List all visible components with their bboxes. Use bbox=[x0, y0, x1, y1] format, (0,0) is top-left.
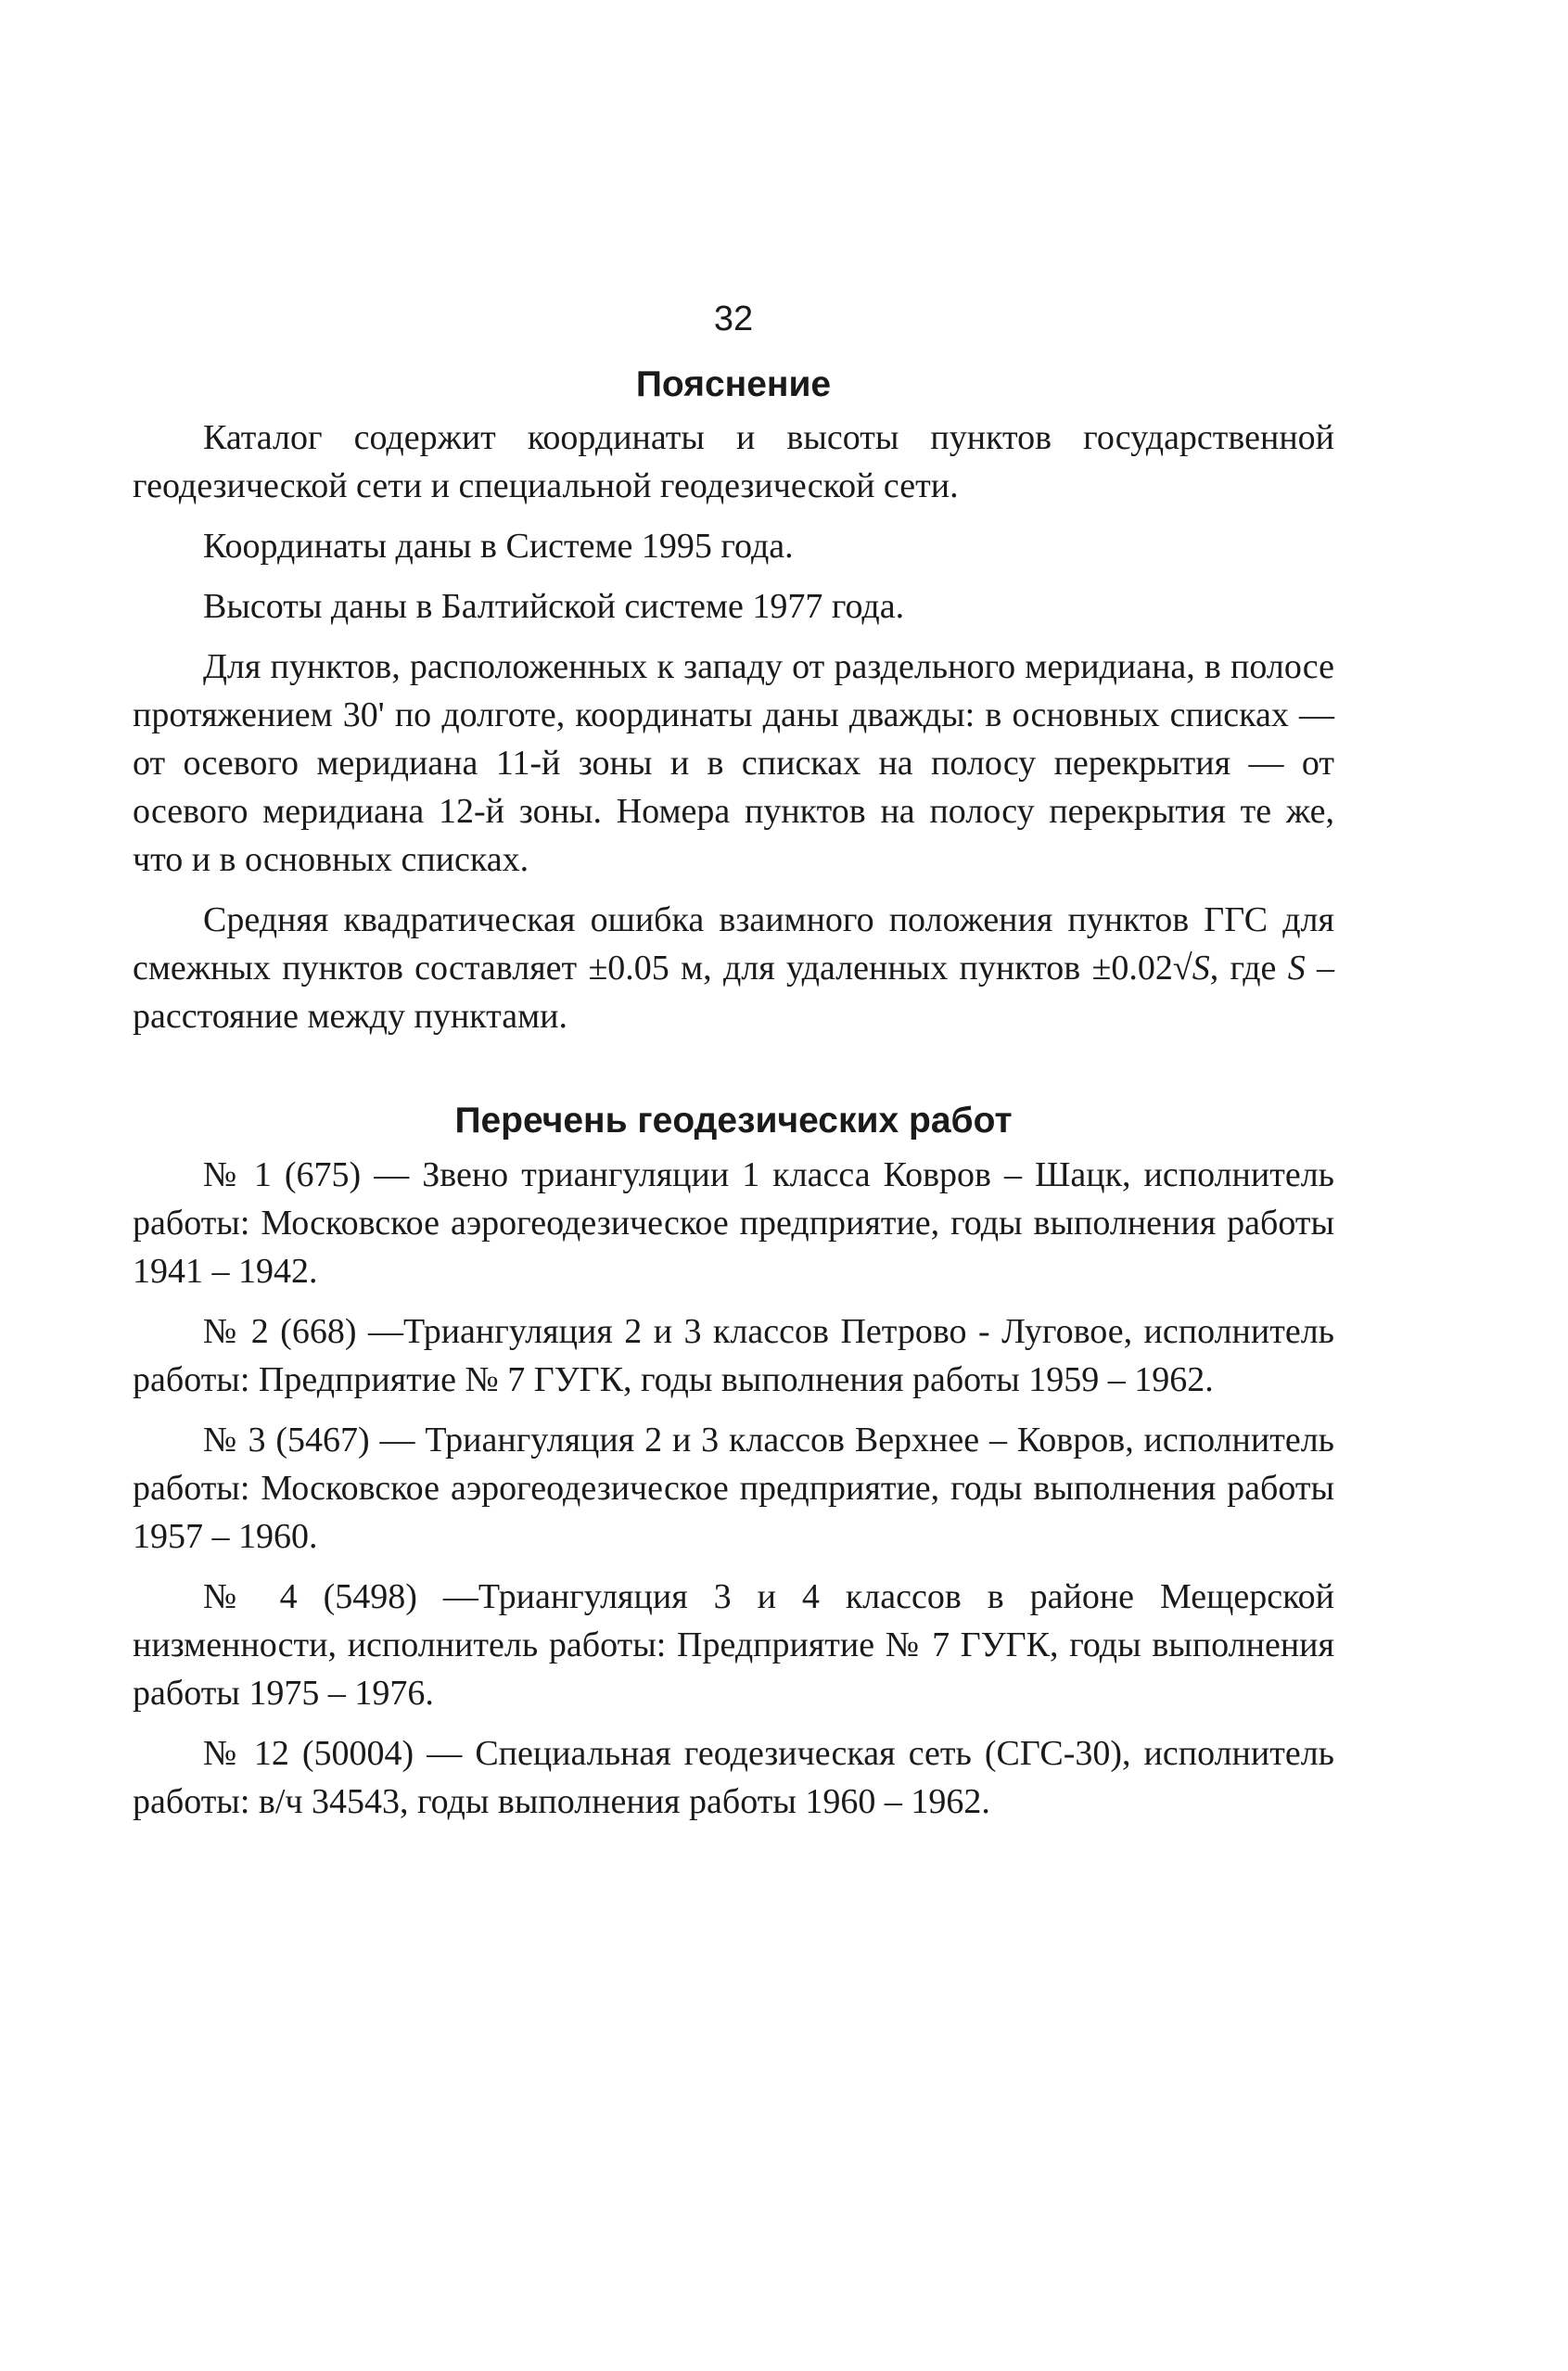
accuracy-text-before: Средняя квадратическая ошибка взаимного положения пунктов ГГС для смежных пунктов составляет ±0.05 м, для удаленных пунктов ±0.02√ bbox=[133, 900, 1334, 988]
accuracy-variable-s: S bbox=[1287, 949, 1306, 988]
accuracy-paragraph bbox=[133, 896, 1334, 1040]
accuracy-variable-s: S bbox=[1192, 949, 1210, 988]
page-number: 32 bbox=[713, 300, 754, 338]
explanation-paragraph: Каталог содержит координаты и высоты пунктов государственной геодезической сети и специальной геодезической сети. bbox=[133, 418, 1334, 506]
work-item: № 3 (5467) — Триангуляция 2 и 3 классов Верхнее – Ковров, исполнитель работы: Московское аэрогеодезическое предприятие, годы выполнения работы 1957 – 1960. bbox=[133, 1420, 1334, 1556]
work-item: № 2 (668) —Триангуляция 2 и 3 классов Петрово - Луговое, исполнитель работы: Предприятие № 7 ГУГК, годы выполнения работы 1959 – 1962. bbox=[133, 1311, 1334, 1399]
document-page bbox=[133, 299, 1334, 1838]
explanation-paragraph: Высоты даны в Балтийской системе 1977 года. bbox=[203, 587, 905, 627]
work-item: № 4 (5498) —Триангуляция 3 и 4 классов в районе Мещерской низменности, исполнитель работы: Предприятие № 7 ГУГК, годы выполнения работы 1975 – 1976. bbox=[133, 1576, 1334, 1713]
work-item: № 1 (675) — Звено триангуляции 1 класса Ковров – Шацк, исполнитель работы: Московское аэрогеодезическое предприятие, годы выполнения работы 1941 – 1942. bbox=[133, 1154, 1334, 1291]
explanation-paragraph: Координаты даны в Системе 1995 года. bbox=[203, 527, 794, 567]
explanation-heading: Пояснение bbox=[635, 363, 832, 404]
accuracy-text-after: – расстояние между пунктами. bbox=[133, 949, 1335, 1037]
explanation-paragraph: Для пунктов, расположенных к западу от раздельного меридиана, в полосе протяжением 30' по долготе, координаты даны дважды: в основных списках — от осевого меридиана 11-й зоны и в списках на полосу перекрытия — от осевого меридиана 12-й зоны. Номера пунктов на полосу перекрытия те же, что и в основных списках. bbox=[133, 647, 1334, 880]
accuracy-text-middle: , где bbox=[1209, 949, 1288, 988]
work-item: № 12 (50004) — Специальная геодезическая сеть (СГС-30), исполнитель работы: в/ч 34543, годы выполнения работы 1960 – 1962. bbox=[133, 1733, 1334, 1821]
works-heading: Перечень геодезических работ bbox=[454, 1101, 1013, 1141]
